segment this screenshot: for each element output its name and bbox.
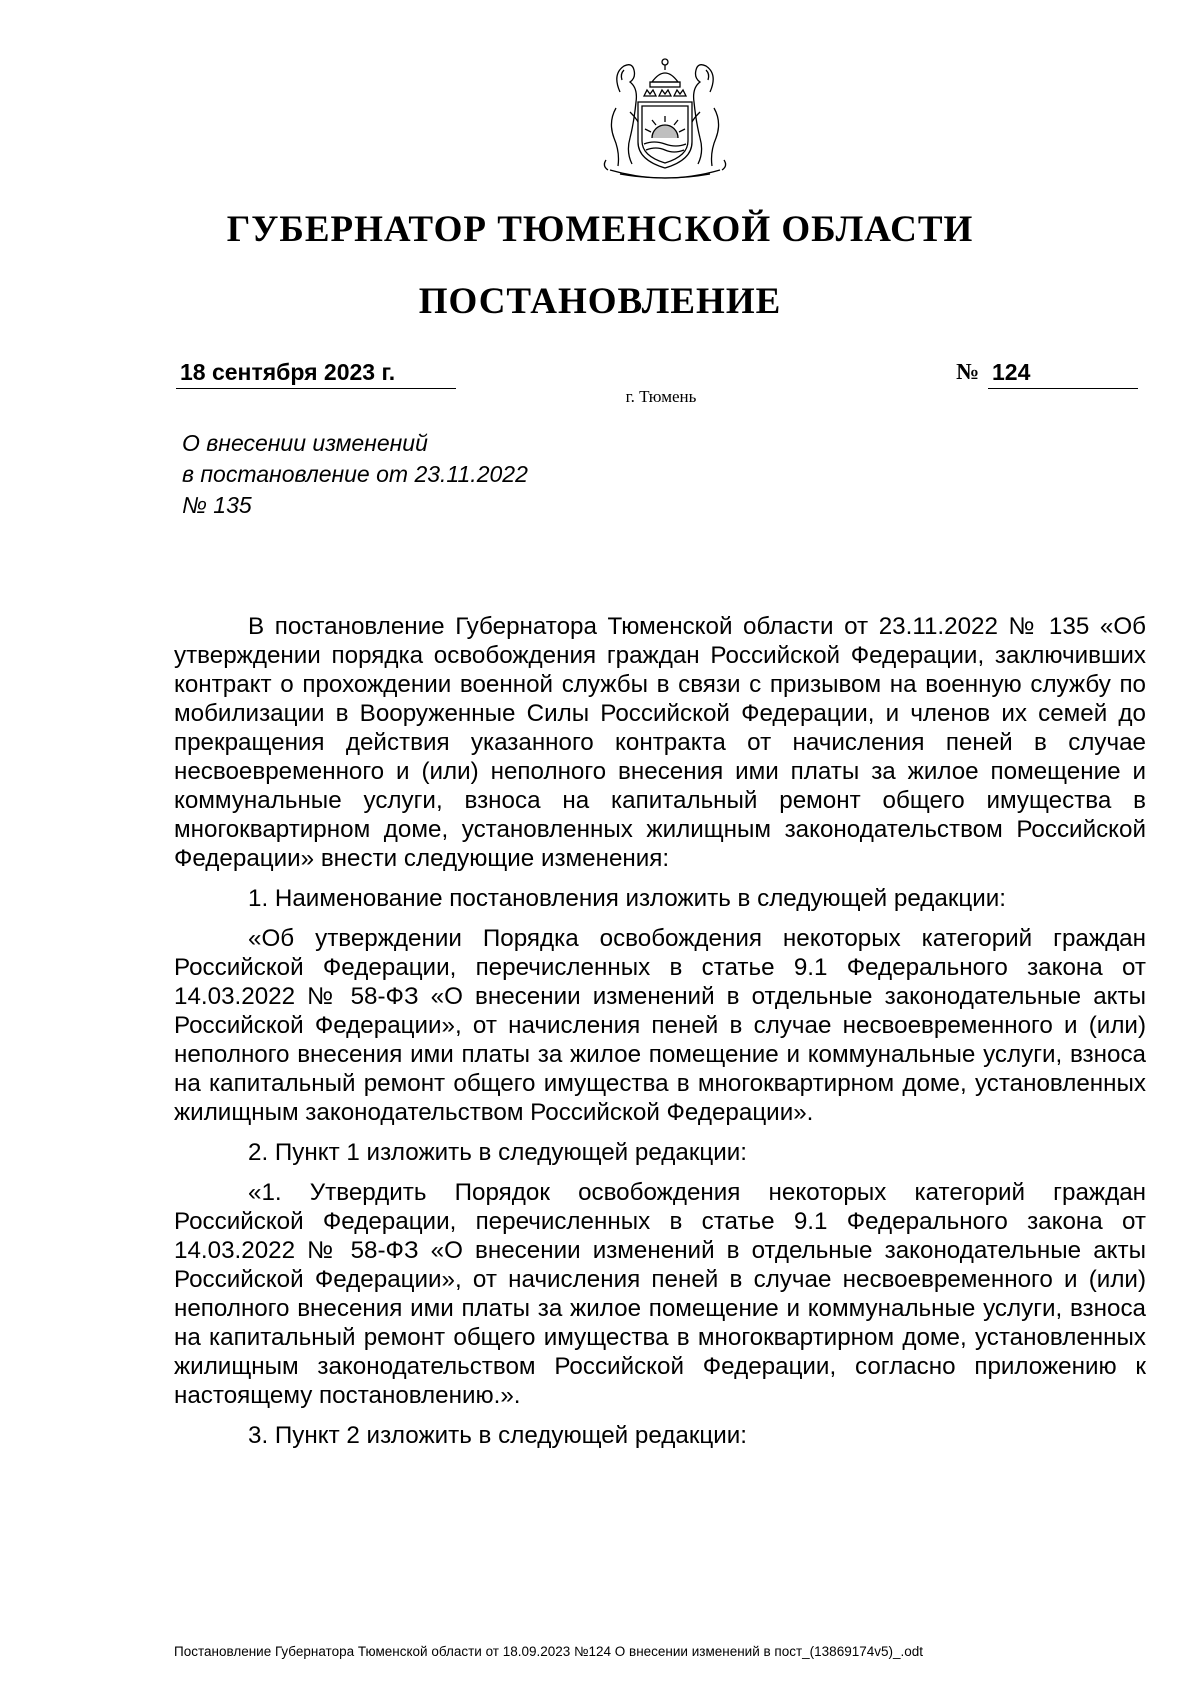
body-paragraph: В постановление Губернатора Тюменской области от 23.11.2022 № 135 «Об утверждении порядка освобождения граждан Российской Федерации, заключивших контракт о прохождении военной службы в связи с призывом на военную службу по мобилизации в Вооруженные Силы Российской Федерации, и членов их семей до прекращения действия указанного контракта от начисления пеней в случае несвоевременного и (или) неполного внесения ими платы за жилое помещение и коммунальные услуги, взноса на капитальный ремонт общего имущества в многоквартирном доме, установленных жилищным законодательством Российской Федерации» внести следующие изменения: bbox=[174, 613, 1146, 872]
document-body bbox=[174, 612, 1146, 1461]
body-paragraph: «Об утверждении Порядка освобождения некоторых категорий граждан Российской Федерации, перечисленных в статье 9.1 Федерального закона от 14.03.2022 № 58-ФЗ «О внесении изменений в отдельные законодательные акты Российской Федерации», от начисления пеней в случае несвоевременного и (или) неполного внесения ими платы за жилое помещение и коммунальные услуги, взноса на капитальный ремонт общего имущества в многоквартирном доме, установленных жилищным законодательством Российской Федерации». bbox=[174, 925, 1146, 1126]
footer-filename: Постановление Губернатора Тюменской области от 18.09.2023 №124 О внесении изменений в пост_(13869174v5)_.odt bbox=[174, 1644, 924, 1659]
document-type: ПОСТАНОВЛЕНИЕ bbox=[418, 281, 782, 322]
document-number: 124 bbox=[988, 356, 1138, 389]
body-paragraph: 1. Наименование постановления изложить в следующей редакции: bbox=[248, 885, 1006, 912]
subject-line: № 135 bbox=[182, 492, 252, 518]
subject-line: в постановление от 23.11.2022 bbox=[182, 461, 528, 487]
body-paragraph: «1. Утвердить Порядок освобождения некоторых категорий граждан Российской Федерации, перечисленных в статье 9.1 Федерального закона от 14.03.2022 № 58-ФЗ «О внесении изменений в отдельные законодательные акты Российской Федерации», от начисления пеней в случае несвоевременного и (или) неполного внесения ими платы за жилое помещение и коммунальные услуги, взноса на капитальный ремонт общего имущества в многоквартирном доме, установленных жилищным законодательством Российской Федерации, согласно приложению к настоящему постановлению.». bbox=[174, 1179, 1146, 1409]
authority-title: ГУБЕРНАТОР ТЮМЕНСКОЙ ОБЛАСТИ bbox=[226, 209, 974, 250]
number-sign: № bbox=[956, 359, 980, 384]
body-paragraph: 3. Пункт 2 изложить в следующей редакции: bbox=[248, 1422, 748, 1449]
subject-line: О внесении изменений bbox=[182, 430, 428, 456]
document-city: г. Тюмень bbox=[625, 387, 697, 406]
body-paragraph: 2. Пункт 1 изложить в следующей редакции: bbox=[248, 1139, 748, 1166]
document-subject bbox=[182, 428, 528, 521]
document-date: 18 сентября 2023 г. bbox=[176, 356, 456, 389]
tyumen-region-coat-of-arms-icon bbox=[590, 52, 740, 187]
